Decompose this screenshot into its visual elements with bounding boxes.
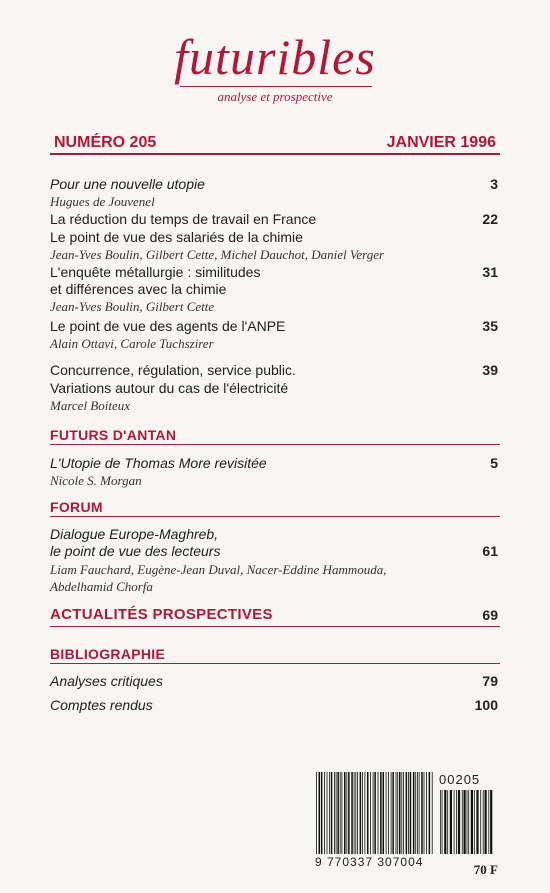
article-page: 61 [482, 543, 498, 559]
article-author: Jean-Yves Boulin, Gilbert Cette, Michel Dauchot, Daniel Verger [50, 247, 385, 262]
section-heading-bibliographie: BIBLIOGRAPHIE [50, 646, 166, 662]
article-author: Marcel Boiteux [50, 398, 131, 413]
masthead-rule [180, 86, 372, 87]
article-title: Le point de vue des agents de l'ANPE [50, 318, 286, 334]
article-author: Nicole S. Morgan [50, 473, 142, 488]
article-page: 22 [482, 211, 498, 227]
barcode-bars [315, 772, 435, 854]
section-heading-actualites: ACTUALITÉS PROSPECTIVES [50, 606, 273, 623]
bibliography-page: 79 [482, 673, 498, 689]
section-page: 69 [482, 607, 498, 623]
article-title-line2: Variations autour du cas de l'électricité [50, 380, 289, 396]
article-page: 31 [482, 264, 498, 280]
bibliography-item: Comptes rendus [50, 697, 153, 713]
section-heading-forum: FORUM [50, 499, 103, 515]
issue-date: JANVIER 1996 [386, 134, 496, 151]
article-author-line2: Abdelhamid Chorfa [50, 579, 153, 594]
barcode [315, 772, 495, 872]
section-rule [50, 444, 500, 445]
article-page: 35 [482, 318, 498, 334]
article-author: Hugues de Jouvenel [50, 194, 155, 209]
article-title-line2: le point de vue des lecteurs [50, 543, 221, 559]
article-author: Jean-Yves Boulin, Gilbert Cette [50, 299, 215, 314]
magazine-tagline: analyse et prospective [217, 89, 333, 104]
bibliography-item: Analyses critiques [50, 673, 163, 689]
article-title: Dialogue Europe-Maghreb, [50, 526, 219, 542]
article-title: Pour une nouvelle utopie [50, 176, 205, 192]
price: 70 F [473, 862, 498, 877]
article-title: Le point de vue des salariés de la chimie [50, 229, 303, 245]
article-title-line2: et différences avec la chimie [50, 281, 227, 297]
article-page: 39 [482, 362, 498, 378]
article-title: L'Utopie de Thomas More revisitée [50, 455, 267, 471]
issue-line [54, 134, 496, 152]
issue-number: NUMÉRO 205 [54, 134, 157, 151]
article-title: L'enquête métallurgie : similitudes [50, 264, 261, 280]
section-rule [50, 663, 500, 664]
article-title: Concurrence, régulation, service public. [50, 362, 296, 378]
section-rule [50, 516, 500, 517]
bibliography-page: 100 [474, 697, 498, 713]
barcode-number: 9 770337 307004 [315, 855, 424, 869]
issue-rule [50, 153, 500, 155]
magazine-title: futuribles [174, 29, 376, 85]
article-title: La réduction du temps de travail en France [50, 211, 317, 227]
section-heading-futurs: FUTURS D'ANTAN [50, 427, 177, 443]
article-page: 5 [490, 455, 498, 471]
section-rule [50, 626, 500, 627]
article-author: Liam Fauchard, Eugène-Jean Duval, Nacer-Eddine Hammouda, [50, 562, 387, 577]
article-page: 3 [490, 176, 498, 192]
barcode-addon-bars [439, 790, 493, 854]
article-author: Alain Ottavi, Carole Tuchszirer [50, 336, 214, 351]
barcode-addon-number: 00205 [439, 772, 481, 787]
